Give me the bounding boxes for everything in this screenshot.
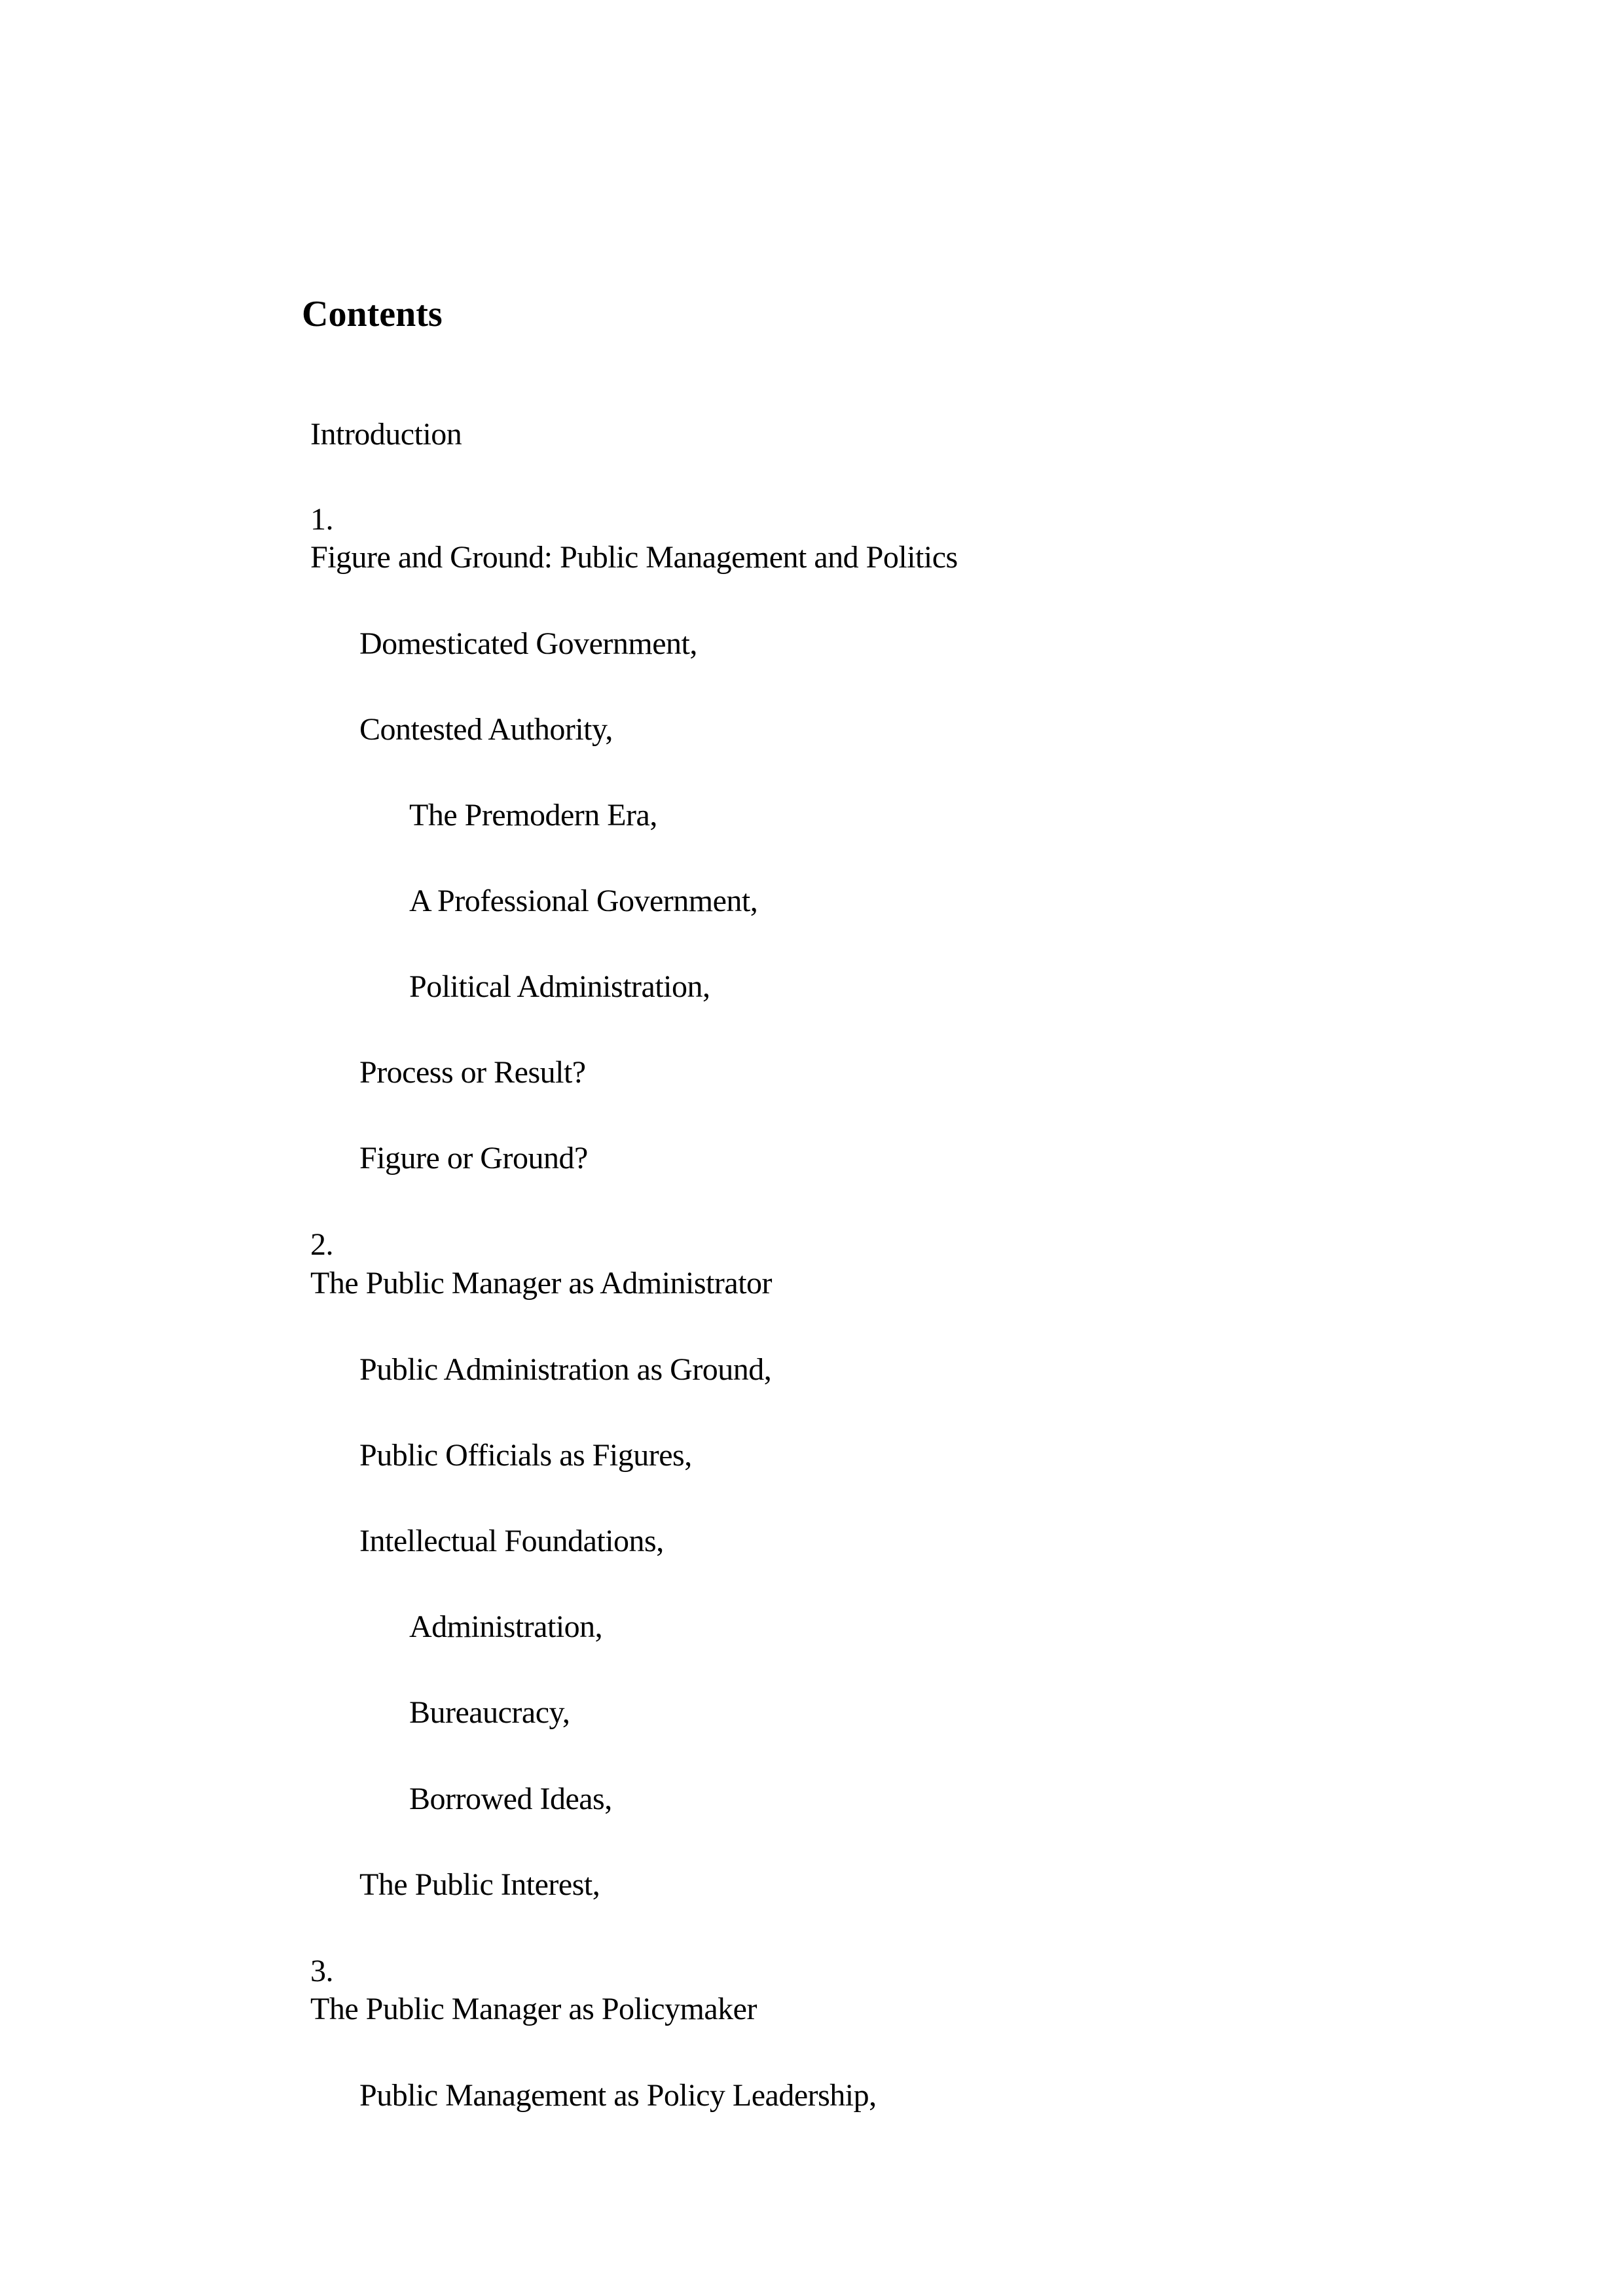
contents-heading: Contents [302, 294, 443, 334]
chapter-1-title: Figure and Ground: Public Management and Politics [310, 540, 958, 575]
chapter-3-title: The Public Manager as Policymaker [310, 1992, 757, 2026]
chapter-1-number: 1. [310, 502, 333, 537]
toc-entry-public-officials-as-figures: Public Officials as Figures, [359, 1438, 692, 1473]
toc-entry-contested-authority: Contested Authority, [359, 712, 613, 747]
chapter-2-title: The Public Manager as Administrator [310, 1266, 773, 1300]
toc-entry-domesticated-government: Domesticated Government, [359, 626, 697, 661]
toc-entry-professional-government: A Professional Government, [409, 884, 758, 918]
toc-entry-policy-leadership: Public Management as Policy Leadership, [359, 2078, 877, 2113]
toc-entry-borrowed-ideas: Borrowed Ideas, [409, 1782, 612, 1816]
toc-entry-figure-or-ground: Figure or Ground? [359, 1141, 588, 1175]
chapter-3-number: 3. [310, 1954, 333, 1988]
toc-entry-political-administration: Political Administration, [409, 969, 710, 1004]
toc-entry-public-interest: The Public Interest, [359, 1867, 600, 1902]
toc-entry-introduction: Introduction [310, 417, 462, 452]
toc-entry-administration: Administration, [409, 1609, 603, 1644]
toc-entry-bureaucracy: Bureaucracy, [409, 1695, 570, 1730]
toc-entry-intellectual-foundations: Intellectual Foundations, [359, 1524, 664, 1558]
toc-entry-process-or-result: Process or Result? [359, 1055, 586, 1090]
toc-entry-premodern-era: The Premodern Era, [409, 798, 657, 833]
toc-entry-public-administration-as-ground: Public Administration as Ground, [359, 1352, 772, 1387]
chapter-2-number: 2. [310, 1227, 333, 1262]
